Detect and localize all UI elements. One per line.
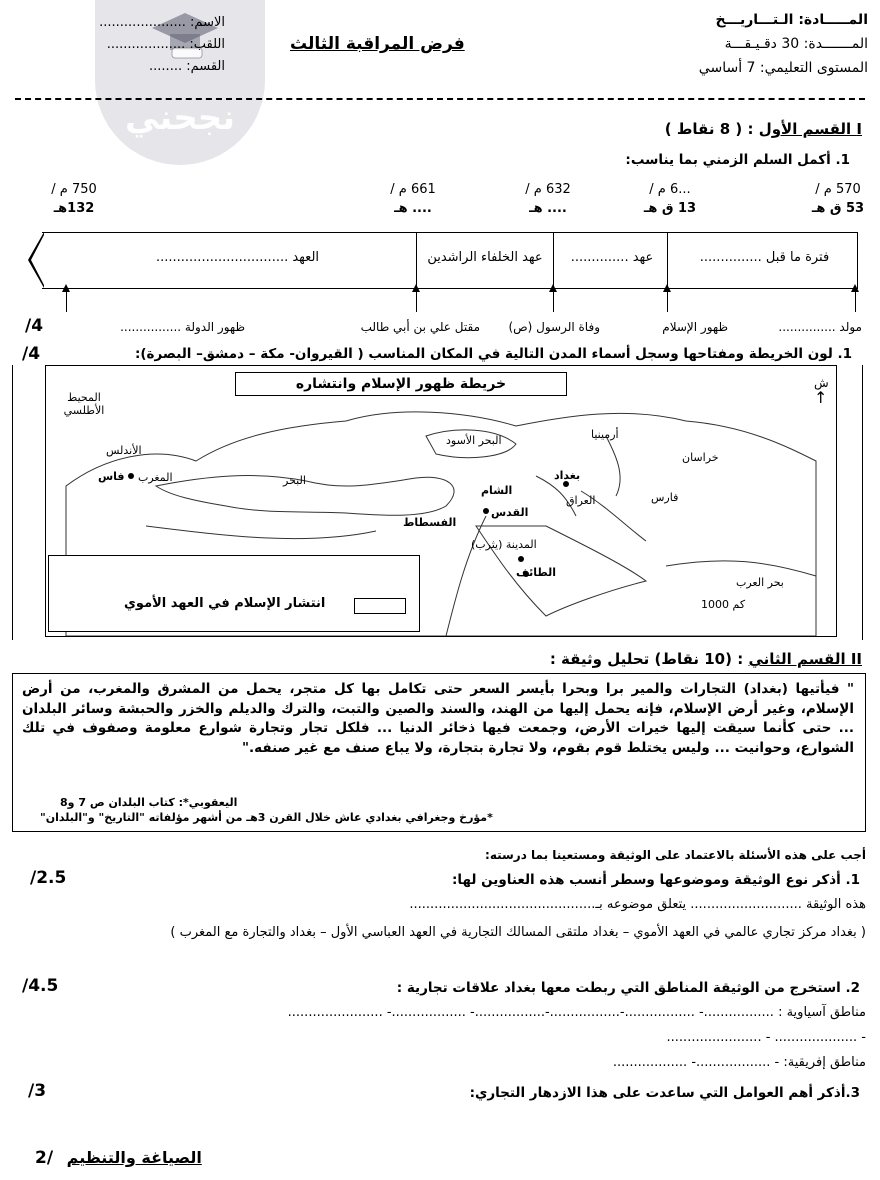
- part2-heading: [550, 650, 862, 668]
- date-4: 661 م / .... هـ: [390, 182, 436, 216]
- map-label-armenia: أرمينيا: [591, 428, 619, 441]
- q1-options: ( بغداد مركز تجاري عالمي في العهد الأموي – بغداد ملتقى المسالك التجارية في العهد العباسي الأول – بغداد والتجارة مع المغرب ): [170, 925, 866, 940]
- map-label-black-sea: البحر الأسود: [446, 434, 502, 447]
- document-source: اليعقوبي*: كتاب البلدان ص 7 و8: [60, 796, 238, 809]
- watermark-text: نجحني: [124, 98, 236, 138]
- segment-last[interactable]: العهد ................................: [155, 250, 320, 265]
- map-label-baghdad: بغداد: [554, 469, 581, 482]
- part2-points: : (10 نقاط) تحليل وثيقة :: [549, 650, 744, 668]
- event-state[interactable]: ظهور الدولة ................: [120, 320, 245, 334]
- map-label-fes: فاس: [98, 470, 125, 483]
- exam-title: فرض المراقبة الثالث: [290, 34, 465, 54]
- part2-q1: 1. أذكر نوع الوثيقة وموضوعها وسطر أنسب هذه العناوين لها:: [452, 872, 860, 888]
- header-info: [608, 8, 868, 80]
- part2-q2: 2. استخرج من الوثيقة المناطق التي ربطت معها بغداد علاقات تجارية :: [396, 980, 860, 996]
- map-scale: 1000 كم: [701, 598, 746, 611]
- legend-swatch[interactable]: [354, 598, 406, 614]
- footer-score: /2: [35, 1148, 54, 1168]
- q2-asia[interactable]: مناطق آسياوية : .................- .................-.................-.................- ..................- .......................: [287, 1005, 866, 1020]
- north-arrow-icon: ↑: [814, 388, 828, 407]
- part1-heading: [665, 120, 862, 138]
- part1-points: : ( 8 نقاط ): [664, 120, 754, 138]
- score-timeline: /4: [25, 316, 44, 336]
- score-q2: /4.5: [22, 976, 59, 996]
- score-map: /4: [22, 344, 41, 364]
- north-label: ش: [814, 376, 829, 390]
- map-label-atlantic: المحيط الأطلسي: [63, 391, 105, 417]
- map-label-arabian-sea: بحر العرب: [736, 576, 784, 589]
- segment-era[interactable]: عهد ..............: [570, 250, 654, 265]
- part1-q1: 1. أكمل السلم الزمني بما يناسب:: [625, 152, 850, 168]
- map-title: خريطة ظهور الإسلام وانتشاره: [235, 372, 567, 396]
- date-5: 750 م / 132هـ: [51, 182, 97, 216]
- level-line: المستوى التعليمي: 7 أساسي: [698, 60, 868, 76]
- name-field[interactable]: الاسم: .....................: [99, 15, 225, 30]
- event-birth[interactable]: مولد ...............: [778, 320, 862, 334]
- map-label-medina: المدينة (يثرب): [471, 538, 537, 551]
- instructions: أجب على هذه الأسئلة بالاعتماد على الوثيقة ومستعينا بما درسته:: [485, 848, 866, 862]
- date-1: 570 م / 53 ق هـ: [811, 182, 865, 216]
- score-q3: /3: [28, 1081, 47, 1101]
- event-islam: ظهور الإسلام: [662, 320, 728, 334]
- document-text: " فيأتيها (بغداد) التجارات والمير برا وبحرا بأيسر السعر حتى تكامل بها كل متجر، يحمل من المشرق والمغرب، من أرض الإسلام، وغير أرض الإسلام، فإنه يحمل إليها من الهند، والسند والصين والتبت، والترك والديلم والخزر والحبشة وسائر البلدان ... حتى كأنما سيقت إليها خيرات الأرض، وجمعت فيها ذخائر الدنيا ... فلكل تجار وتجارة شوارع معلومة وصفوف في تلك الشوارع، وحوانيت ... وليس يختلط قوم بقوم، ولا تجارة بتجارة، ولا يباع صنف مع غير صنفه.": [22, 681, 854, 756]
- q2-africa[interactable]: مناطق إفريقية: - ..................- ..................: [612, 1055, 866, 1070]
- map-label-sham: الشام: [481, 484, 513, 497]
- footer-label: الصياغة والتنظيم: [66, 1148, 202, 1167]
- student-info: [85, 12, 225, 78]
- duration-line: المـــــــدة: 30 دقـيـقـــة: [724, 36, 868, 52]
- map-label-khorasan: خراسان: [682, 451, 719, 464]
- map-legend: [48, 555, 420, 632]
- part2-title: II القسم الثاني: [748, 650, 862, 668]
- class-field[interactable]: القسم: ........: [149, 59, 225, 74]
- map-label-maghreb: المغرب: [138, 471, 173, 484]
- segment-pre[interactable]: فترة ما قبل ...............: [699, 250, 830, 265]
- legend-label: انتشار الإسلام في العهد الأموي: [124, 596, 326, 611]
- divider: [15, 98, 865, 100]
- part1-title: I القسم الأول: [758, 120, 862, 138]
- map-label-fustat: الفسطاط: [403, 516, 457, 529]
- event-ali: مقتل علي بن أبي طالب: [360, 320, 480, 334]
- date-2: ...6 م / 13 ق هـ: [643, 182, 697, 216]
- surname-field[interactable]: اللقب: ...................: [106, 37, 225, 52]
- event-prophet-death: وفاة الرسول (ص): [508, 320, 600, 334]
- map-label-sea: البحر: [283, 474, 306, 487]
- q2-asia-more[interactable]: - .................... - .......................: [666, 1030, 866, 1045]
- score-q1: /2.5: [30, 868, 67, 888]
- map-label-quds: القدس: [491, 506, 529, 519]
- map-label-andalus: الأندلس: [106, 444, 142, 457]
- part1-q2: 1. لون الخريطة ومفتاحها وسجل أسماء المدن التالية في المكان المناسب ( القيروان- مكة – دمشق– البصرة):: [134, 346, 852, 362]
- q1-answer[interactable]: هذه الوثيقة ........................... يتعلق موضوعه بـ.............................................: [409, 897, 866, 912]
- segment-rashidun: عهد الخلفاء الراشدين: [427, 250, 543, 265]
- part2-q3: 3.أذكر أهم العوامل التي ساعدت على هذا الازدهار التجاري:: [469, 1085, 860, 1101]
- map-label-taif: الطائف: [516, 566, 556, 579]
- document-footnote: *مؤرخ وجغرافي بغدادي عاش خلال القرن 3هـ من أشهر مؤلفاته "التاريخ" و"البلدان": [40, 811, 493, 824]
- map-label-iraq: العراق: [566, 494, 596, 507]
- date-3: 632 م / .... هـ: [525, 182, 571, 216]
- map-label-persia: فارس: [651, 491, 679, 504]
- footer: [35, 1148, 202, 1168]
- subject-line: المـــــادة: الـتـــاريـــخ: [715, 12, 868, 28]
